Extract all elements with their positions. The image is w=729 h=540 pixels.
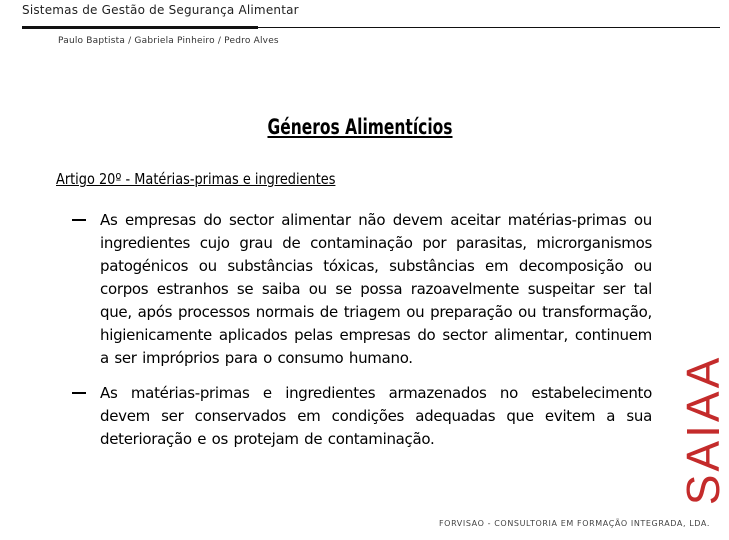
header-rule-line xyxy=(258,27,720,28)
bullet-item xyxy=(72,382,652,451)
saiaa-logo: SAIAA xyxy=(677,354,729,506)
bullet-text: As empresas do sector alimentar não devem aceitar matérias-primas ou ingredientes cujo grau de contaminação por parasitas, microrganismos patogénicos ou substâncias tóxicas, substâncias em decomposição ou corpos estranhos se saiba ou se possa razoavelmente suspeitar ser tal que, após processos normais de triagem ou preparação ou transformação, higienicamente aplicados pelas empresas do sector alimentar, continuem a ser impróprios para o consumo humano. xyxy=(100,211,652,367)
footer-company: FORVISAO - CONSULTORIA EM FORMAÇÃO INTEGRADA, LDA. xyxy=(438,519,710,528)
bullet-text: As matérias-primas e ingredientes armazenados no estabelecimento devem ser conservados em condições adequadas que evitem a sua deterioração e os protejam de contaminação. xyxy=(100,384,652,448)
bullet-list xyxy=(72,209,652,463)
slide-heading: Géneros Alimentícios xyxy=(267,115,453,139)
header-rule xyxy=(22,26,258,29)
article-title: Artigo 20º - Matérias-primas e ingredientes xyxy=(56,170,336,188)
dash-bullet-icon xyxy=(72,219,86,221)
dash-bullet-icon xyxy=(72,392,86,394)
bullet-item xyxy=(72,209,652,370)
header-authors: Paulo Baptista / Gabriela Pinheiro / Pedro Alves xyxy=(58,36,279,46)
header-title: Sistemas de Gestão de Segurança Alimentar xyxy=(22,3,299,17)
